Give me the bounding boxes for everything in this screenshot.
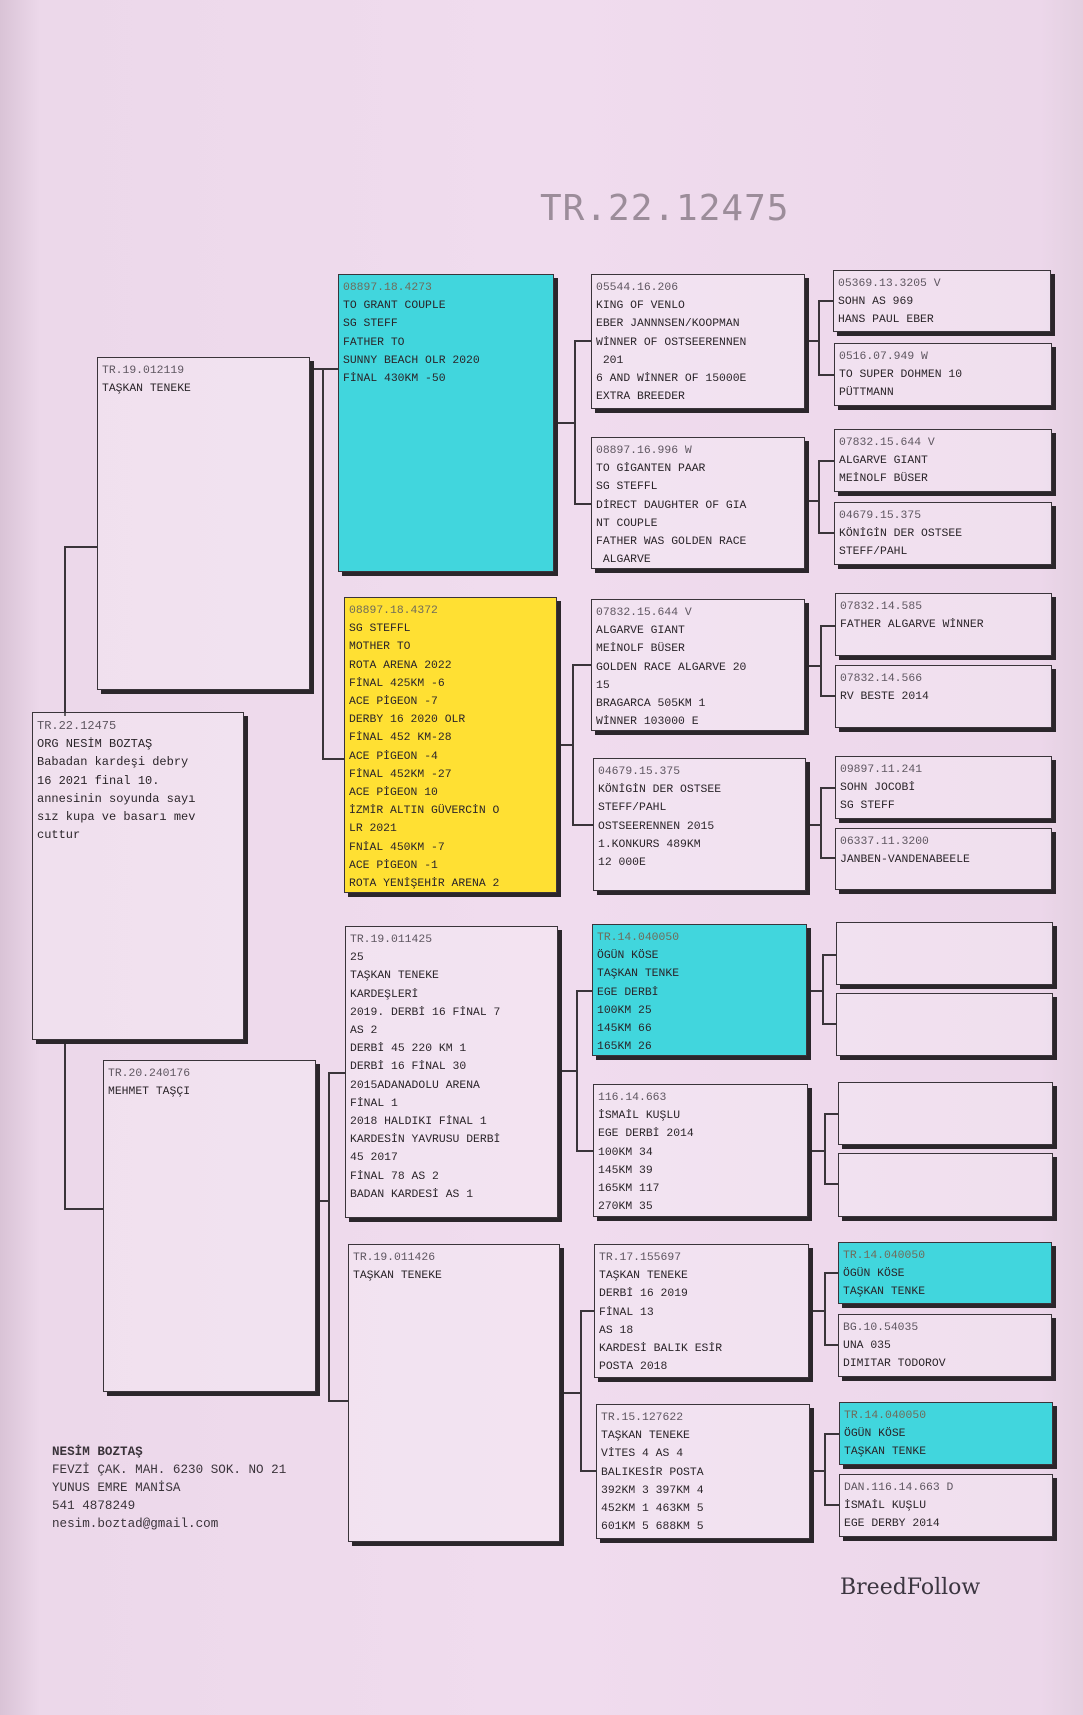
connector-line bbox=[574, 340, 576, 505]
card-line: TO GRANT COUPLE bbox=[343, 300, 446, 313]
pedigree-card-g3[interactable] bbox=[834, 429, 1052, 492]
connector-line bbox=[824, 1504, 839, 1506]
pedigree-card-g5[interactable] bbox=[835, 593, 1052, 656]
connector-line bbox=[808, 824, 820, 826]
pedigree-card-g8[interactable] bbox=[835, 828, 1052, 890]
pedigree-card-subject[interactable] bbox=[32, 712, 244, 1040]
card-line: MEHMET TAŞÇI bbox=[108, 1086, 191, 1099]
ring-number: TR.14.040050 bbox=[597, 932, 680, 944]
pedigree-card-g6[interactable] bbox=[835, 665, 1052, 728]
card-line: ÖGÜN KÖSE bbox=[844, 1428, 906, 1441]
ring-number: TR.14.040050 bbox=[844, 1410, 927, 1422]
pedigree-card-g1[interactable] bbox=[833, 270, 1051, 332]
card-line: EGE DERBY 2014 bbox=[844, 1518, 940, 1531]
ring-number: 05544.16.206 bbox=[596, 282, 679, 294]
card-line: 145KM 39 bbox=[598, 1164, 653, 1177]
card-line: 25 bbox=[350, 952, 364, 965]
card-line: SUNNY BEACH OLR 2020 bbox=[343, 354, 480, 367]
connector-line bbox=[557, 744, 572, 746]
pedigree-card-dd[interactable] bbox=[348, 1244, 560, 1542]
pedigree-card-ss[interactable] bbox=[338, 274, 554, 572]
card-line: FİNAL 78 AS 2 bbox=[350, 1170, 439, 1183]
connector-line bbox=[576, 990, 592, 992]
card-line: AS 2 bbox=[350, 1025, 378, 1038]
card-line: BALIKESİR POSTA bbox=[601, 1466, 704, 1479]
card-line: İSMAİL KUŞLU bbox=[844, 1500, 927, 1513]
pedigree-card-ssd[interactable] bbox=[591, 437, 805, 569]
card-line: 45 2017 bbox=[350, 1152, 398, 1165]
connector-line bbox=[328, 1072, 345, 1074]
card-line: cuttur bbox=[37, 828, 81, 843]
connector-line bbox=[820, 787, 835, 789]
ring-number: 04679.15.375 bbox=[839, 510, 922, 522]
card-line: ACE PİGEON -1 bbox=[349, 859, 438, 872]
pedigree-card-g9[interactable] bbox=[836, 922, 1053, 985]
ring-number: TR.17.155697 bbox=[599, 1252, 682, 1264]
pedigree-card-g16[interactable] bbox=[839, 1474, 1053, 1537]
card-line: İSMAİL KUŞLU bbox=[598, 1110, 681, 1123]
ring-number: 116.14.663 bbox=[598, 1092, 667, 1104]
card-line: FİNAL 452 KM-28 bbox=[349, 732, 452, 745]
connector-line bbox=[820, 695, 835, 697]
connector-line bbox=[576, 990, 578, 1150]
pedigree-card-g2[interactable] bbox=[834, 343, 1052, 406]
card-line: OSTSEERENNEN 2015 bbox=[598, 820, 715, 833]
card-line: 145KM 66 bbox=[597, 1023, 652, 1036]
card-line: ACE PİGEON -4 bbox=[349, 750, 438, 763]
card-line: SOHN JOCOBİ bbox=[840, 782, 916, 795]
connector-line bbox=[572, 664, 574, 826]
connector-line bbox=[810, 1310, 824, 1312]
card-line: MOTHER TO bbox=[349, 641, 411, 654]
connector-line bbox=[822, 954, 824, 1025]
connector-line bbox=[824, 1344, 838, 1346]
pedigree-card-g7[interactable] bbox=[835, 756, 1052, 819]
card-line: SG STEFFL bbox=[596, 481, 658, 494]
pedigree-card-dds[interactable] bbox=[594, 1244, 809, 1378]
pedigree-card-sdd[interactable] bbox=[593, 758, 806, 891]
card-line: EXTRA BREEDER bbox=[596, 391, 685, 404]
card-line: POSTA 2018 bbox=[599, 1361, 668, 1374]
connector-line bbox=[818, 300, 833, 302]
connector-line bbox=[572, 664, 591, 666]
card-line: 100KM 34 bbox=[598, 1146, 653, 1159]
connector-line bbox=[580, 1310, 582, 1472]
pedigree-card-g10[interactable] bbox=[836, 993, 1053, 1056]
breeder-contact bbox=[52, 1443, 286, 1533]
ring-number: TR.20.240176 bbox=[108, 1068, 191, 1080]
connector-line bbox=[808, 990, 822, 992]
card-line: TAŞKAN TENEKE bbox=[102, 383, 191, 396]
card-line: 165KM 117 bbox=[598, 1183, 660, 1196]
connector-line bbox=[822, 1023, 836, 1025]
card-line: STEFF/PAHL bbox=[598, 802, 667, 815]
card-line: FATHER ALGARVE WİNNER bbox=[840, 619, 984, 632]
card-line: FNİAL 450KM -7 bbox=[349, 841, 445, 854]
card-line: FATHER TO bbox=[343, 336, 405, 349]
ring-number: 07832.14.566 bbox=[840, 673, 923, 685]
connector-line bbox=[322, 758, 344, 760]
card-line: TAŞKAN TENEKE bbox=[350, 970, 439, 983]
card-line: EBER JANNNSEN/KOOPMAN bbox=[596, 318, 740, 331]
card-line: SG STEFF bbox=[840, 800, 895, 813]
pedigree-title: TR.22.12475 bbox=[540, 188, 790, 229]
card-line: KÖNİGİN DER OSTSEE bbox=[839, 528, 963, 541]
card-line: FİNAL 452KM -27 bbox=[349, 768, 452, 781]
connector-line bbox=[64, 1208, 104, 1210]
connector-line bbox=[562, 1392, 580, 1394]
breeder-phone: 541 4878249 bbox=[52, 1499, 136, 1513]
connector-line bbox=[316, 1200, 330, 1202]
card-line: VİTES 4 AS 4 bbox=[601, 1448, 684, 1461]
connector-line bbox=[576, 1150, 593, 1152]
ring-number: TR.14.040050 bbox=[843, 1250, 926, 1262]
card-line: 15 bbox=[596, 679, 610, 692]
connector-line bbox=[810, 1150, 824, 1152]
card-line: ÖGÜN KÖSE bbox=[843, 1268, 905, 1281]
card-line: ROTA ARENA 2022 bbox=[349, 659, 452, 672]
card-line: 201 bbox=[596, 354, 624, 367]
pedigree-card-g11[interactable] bbox=[838, 1082, 1053, 1145]
connector-line bbox=[580, 1310, 594, 1312]
breeder-name: NESİM BOZTAŞ bbox=[52, 1445, 143, 1459]
card-line: 12 000E bbox=[598, 857, 646, 870]
pedigree-card-dsd[interactable] bbox=[593, 1084, 808, 1217]
breeder-address-city: YUNUS EMRE MANİSA bbox=[52, 1481, 181, 1495]
card-line: TAŞKAN TENEKE bbox=[599, 1270, 688, 1283]
card-line: 2019. DERBİ 16 FİNAL 7 bbox=[350, 1006, 501, 1019]
connector-line bbox=[322, 368, 338, 370]
connector-line bbox=[824, 1272, 826, 1346]
card-line: ALGARVE GIANT bbox=[839, 455, 928, 468]
card-line: TAŞKAN TENKE bbox=[597, 968, 680, 981]
card-line: TAŞKAN TENKE bbox=[844, 1446, 927, 1459]
card-line: BRAGARCA 505KM 1 bbox=[596, 698, 706, 711]
ring-number: TR.15.127622 bbox=[601, 1412, 684, 1424]
card-line: WİNNER OF OSTSEERENNEN bbox=[596, 336, 747, 349]
ring-number: 05369.13.3205 V bbox=[838, 278, 941, 290]
card-line: DERBY 16 2020 OLR bbox=[349, 714, 466, 727]
connector-line bbox=[572, 824, 593, 826]
breeder-email: nesim.boztad@gmail.com bbox=[52, 1517, 219, 1531]
card-line: RV BESTE 2014 bbox=[840, 691, 929, 704]
card-line: FATHER WAS GOLDEN RACE bbox=[596, 536, 747, 549]
card-line: DERBİ 16 2019 bbox=[599, 1288, 688, 1301]
card-line: TAŞKAN TENEKE bbox=[353, 1270, 442, 1283]
card-line: SG STEFF bbox=[343, 318, 398, 331]
pedigree-card-g13[interactable] bbox=[838, 1242, 1052, 1304]
connector-line bbox=[580, 1470, 596, 1472]
card-line: HANS PAUL EBER bbox=[838, 314, 934, 327]
breeder-address-street: FEVZİ ÇAK. MAH. 6230 SOK. NO 21 bbox=[52, 1463, 287, 1477]
ring-number: 08897.18.4273 bbox=[343, 282, 432, 294]
card-line: KARDEŞLERİ bbox=[350, 988, 419, 1001]
card-line: KÖNİGİN DER OSTSEE bbox=[598, 784, 722, 797]
card-line: KING OF VENLO bbox=[596, 300, 685, 313]
connector-line bbox=[322, 368, 324, 760]
ring-number: TR.19.012119 bbox=[102, 365, 185, 377]
card-line: Babadan kardeşi debry bbox=[37, 755, 189, 770]
connector-line bbox=[328, 1400, 348, 1402]
brand-logo-text: BreedFollow bbox=[840, 1575, 981, 1600]
card-line: LR 2021 bbox=[349, 823, 397, 836]
card-line: sız kupa ve basarı mev bbox=[37, 810, 196, 825]
card-line: ALGARVE GIANT bbox=[596, 625, 685, 638]
card-line: STEFF/PAHL bbox=[839, 546, 908, 559]
card-line: 16 2021 final 10. bbox=[37, 773, 160, 788]
ring-number: 07832.14.585 bbox=[840, 601, 923, 613]
connector-line bbox=[824, 1113, 838, 1115]
pedigree-card-dam[interactable] bbox=[103, 1060, 316, 1392]
connector-line bbox=[818, 460, 820, 534]
card-line: PÜTTMANN bbox=[839, 387, 894, 400]
connector-line bbox=[64, 546, 66, 716]
connector-line bbox=[812, 1470, 824, 1472]
card-line: BADAN KARDESİ AS 1 bbox=[350, 1188, 474, 1201]
pedigree-card-g4[interactable] bbox=[834, 502, 1052, 565]
card-line: GOLDEN RACE ALGARVE 20 bbox=[596, 661, 747, 674]
card-line: NT COUPLE bbox=[596, 517, 658, 530]
ring-number: 08897.18.4372 bbox=[349, 605, 438, 617]
pedigree-card-dss[interactable] bbox=[592, 924, 807, 1056]
ring-number: TR.19.011426 bbox=[353, 1252, 436, 1264]
card-line: annesinin soyunda sayı bbox=[37, 791, 196, 806]
card-line: FİNAL 13 bbox=[599, 1306, 654, 1319]
card-line: 100KM 25 bbox=[597, 1004, 652, 1017]
connector-line bbox=[806, 665, 820, 667]
card-line: 2018 HALDIKI FİNAL 1 bbox=[350, 1116, 487, 1129]
connector-line bbox=[824, 1113, 826, 1185]
pedigree-card-g15[interactable] bbox=[839, 1402, 1053, 1465]
card-line: 1.KONKURS 489KM bbox=[598, 838, 701, 851]
connector-line bbox=[824, 1433, 839, 1435]
ring-number: TR.22.12475 bbox=[37, 719, 117, 733]
card-line: JANBEN-VANDENABEELE bbox=[840, 854, 970, 867]
card-line: ALGARVE bbox=[596, 554, 651, 567]
card-line: ACE PİGEON -7 bbox=[349, 696, 438, 709]
pedigree-card-g12[interactable] bbox=[838, 1153, 1053, 1217]
connector-line bbox=[824, 1272, 838, 1274]
pedigree-card-sire[interactable] bbox=[97, 357, 310, 690]
ring-number: BG.10.54035 bbox=[843, 1322, 919, 1334]
connector-line bbox=[328, 1072, 330, 1402]
card-line: SOHN AS 969 bbox=[838, 296, 914, 309]
card-line: ROTA YENİŞEHİR ARENA 2 bbox=[349, 878, 500, 891]
card-line: 601KM 5 688KM 5 bbox=[601, 1521, 704, 1534]
ring-number: TR.19.011425 bbox=[350, 934, 433, 946]
card-line: AS 18 bbox=[599, 1324, 634, 1337]
ring-number: 07832.15.644 V bbox=[596, 607, 692, 619]
pedigree-card-ddd[interactable] bbox=[596, 1404, 810, 1539]
connector-line bbox=[556, 422, 574, 424]
connector-line bbox=[818, 460, 834, 462]
card-line: WİNNER 103000 E bbox=[596, 716, 699, 729]
card-line: 270KM 35 bbox=[598, 1201, 653, 1214]
card-line: UNA 035 bbox=[843, 1340, 891, 1353]
connector-line bbox=[822, 954, 836, 956]
pedigree-card-sss[interactable] bbox=[591, 274, 805, 409]
ring-number: 08897.16.996 W bbox=[596, 445, 692, 457]
card-line: ACE PİGEON 10 bbox=[349, 787, 438, 800]
connector-line bbox=[64, 1040, 66, 1210]
connector-line bbox=[818, 532, 834, 534]
ring-number: 07832.15.644 V bbox=[839, 437, 935, 449]
connector-line bbox=[820, 625, 835, 627]
connector-line bbox=[820, 787, 822, 859]
card-line: FİNAL 1 bbox=[350, 1097, 398, 1110]
connector-line bbox=[824, 1183, 838, 1185]
card-line: DIMITAR TODOROV bbox=[843, 1358, 946, 1371]
card-line: 6 AND WİNNER OF 15000E bbox=[596, 373, 747, 386]
card-line: ÖGÜN KÖSE bbox=[597, 950, 659, 963]
ring-number: 06337.11.3200 bbox=[840, 836, 929, 848]
card-line: TO SUPER DOHMEN 10 bbox=[839, 369, 963, 382]
card-line: 165KM 26 bbox=[597, 1041, 652, 1054]
ring-number: DAN.116.14.663 D bbox=[844, 1482, 954, 1494]
card-line: FİNAL 430KM -50 bbox=[343, 373, 446, 386]
card-line: MEİNOLF BÜSER bbox=[596, 643, 685, 656]
card-line: 392KM 3 397KM 4 bbox=[601, 1484, 704, 1497]
card-line: DERBİ 45 220 KM 1 bbox=[350, 1043, 467, 1056]
card-line: 452KM 1 463KM 5 bbox=[601, 1503, 704, 1516]
connector-line bbox=[558, 1070, 576, 1072]
card-line: MEİNOLF BÜSER bbox=[839, 473, 928, 486]
card-line: İZMİR ALTIN GÜVERCİN O bbox=[349, 805, 500, 818]
card-line: DİRECT DAUGHTER OF GIA bbox=[596, 499, 747, 512]
card-line: TAŞKAN TENKE bbox=[843, 1286, 926, 1299]
pedigree-card-ds[interactable] bbox=[345, 926, 558, 1218]
connector-line bbox=[806, 340, 818, 342]
connector-line bbox=[820, 625, 822, 697]
pedigree-card-g14[interactable] bbox=[838, 1314, 1052, 1377]
card-line: DERBİ 16 FİNAL 30 bbox=[350, 1061, 467, 1074]
card-line: KARDESİN YAVRUSU DERBİ bbox=[350, 1134, 501, 1147]
connector-line bbox=[818, 374, 834, 376]
card-line: TAŞKAN TENEKE bbox=[601, 1430, 690, 1443]
card-line: EGE DERBİ 2014 bbox=[598, 1128, 694, 1141]
card-line: 2015ADANADOLU ARENA bbox=[350, 1079, 480, 1092]
connector-line bbox=[806, 500, 818, 502]
connector-line bbox=[818, 300, 820, 375]
pedigree-card-sd[interactable] bbox=[344, 597, 557, 893]
card-line: SG STEFFL bbox=[349, 623, 411, 636]
card-line: FİNAL 425KM -6 bbox=[349, 677, 445, 690]
connector-line bbox=[574, 340, 591, 342]
connector-line bbox=[574, 503, 591, 505]
ring-number: 09897.11.241 bbox=[840, 764, 923, 776]
connector-line bbox=[64, 546, 97, 548]
card-line: TO GİGANTEN PAAR bbox=[596, 463, 706, 476]
card-line: EGE DERBİ bbox=[597, 986, 659, 999]
ring-number: 04679.15.375 bbox=[598, 766, 681, 778]
connector-line bbox=[824, 1433, 826, 1506]
pedigree-card-sds[interactable] bbox=[591, 599, 805, 731]
connector-line bbox=[820, 857, 835, 859]
card-line: ORG NESİM BOZTAŞ bbox=[37, 737, 153, 752]
card-line: KARDESİ BALIK ESİR bbox=[599, 1343, 723, 1356]
ring-number: 0516.07.949 W bbox=[839, 351, 928, 363]
